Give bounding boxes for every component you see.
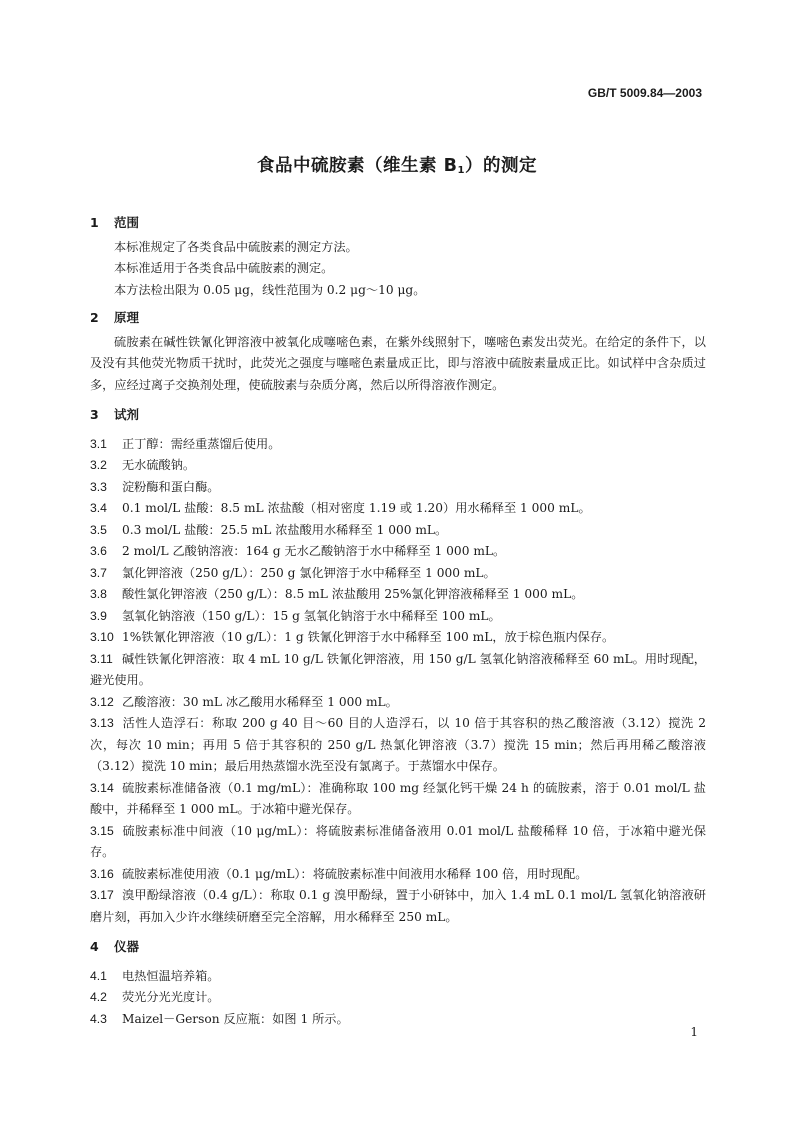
item-text: Maizel－Gerson 反应瓶：如图 1 所示。	[122, 1011, 349, 1026]
scope-paragraph: 本标准适用于各类食品中硫胺素的测定。	[114, 261, 334, 275]
principle-paragraph: 硫胺素在碱性铁氰化钾溶液中被氧化成噻嘧色素，在紫外线照射下，噻嘧色素发出荧光。在给定的条件下，以及没有其他荧光物质干扰时，此荧光之强度与噻嘧色素量成正比，即与溶液中硫胺素量成正比。如试样中含杂质过多，应经过离子交换剂处理，使硫胺素与杂质分离，然后以所得溶液作测定。	[90, 334, 706, 392]
section-title: 仪器	[114, 939, 140, 954]
document-body	[90, 212, 706, 1030]
item-text: 荧光分光光度计。	[122, 990, 220, 1004]
title-tail: ）的测定	[464, 156, 537, 176]
list-item	[90, 498, 706, 520]
list-item	[90, 1009, 706, 1031]
list-item	[90, 520, 706, 542]
item-text: 酸性氯化钾溶液（250 g/L）：8.5 mL 浓盐酸用 25%氯化钾溶液稀释至 1 000 mL。	[122, 587, 584, 601]
item-number: 3.11	[90, 651, 113, 666]
item-number: 3.16	[90, 866, 114, 881]
list-item	[90, 713, 706, 778]
item-number: 3.4	[90, 501, 107, 515]
section-number: 2	[90, 310, 99, 325]
item-number: 3.10	[90, 630, 114, 644]
item-text: 无水硫酸钠。	[122, 458, 196, 472]
section-title: 范围	[114, 215, 140, 230]
item-text: 正丁醇：需经重蒸馏后使用。	[122, 436, 281, 451]
item-number: 3.17	[90, 888, 114, 902]
reagent-list	[90, 434, 706, 929]
item-number: 3.6	[90, 544, 107, 558]
title-subscript: 1	[457, 165, 465, 176]
list-item	[90, 434, 706, 456]
list-item	[90, 885, 706, 928]
item-number: 4.1	[90, 968, 107, 983]
list-item	[90, 584, 706, 606]
item-text: 碱性铁氰化钾溶液：取 4 mL 10 g/L 铁氰化钾溶液，用 150 g/L 氢氧化钠溶液稀释至 60 mL。用时现配，避光使用。	[90, 651, 706, 687]
list-item	[90, 563, 706, 585]
list-item	[90, 649, 706, 692]
list-item	[90, 966, 706, 988]
item-number: 3.9	[90, 608, 107, 623]
item-text: 硫胺素标准储备液（0.1 mg/mL）：准确称取 100 mg 经氯化钙干燥 24 h 的硫胺素，溶于 0.01 mol/L 盐酸中，并稀释至 1 000 mL。于冰箱中避光保存。	[90, 780, 706, 816]
list-item	[90, 455, 706, 477]
section-number: 1	[90, 215, 99, 230]
list-item	[90, 778, 706, 821]
item-text: 0.3 mol/L 盐酸：25.5 mL 浓盐酸用水稀释至 1 000 mL。	[122, 522, 448, 537]
scope-paragraph: 本方法检出限为 0.05 μg，线性范围为 0.2 μg～10 μg。	[114, 282, 426, 297]
item-number: 3.13	[90, 716, 114, 730]
section-number: 3	[90, 407, 99, 422]
item-text: 硫胺素标准使用液（0.1 μg/mL）：将硫胺素标准中间液用水稀释 100 倍，用时现配。	[122, 866, 588, 881]
list-item	[90, 987, 706, 1009]
item-number: 3.5	[90, 522, 107, 537]
section-heading-reagents	[90, 404, 706, 426]
title-main: 食品中硫胺素（维生素 B	[257, 156, 458, 176]
apparatus-list	[90, 966, 706, 1031]
item-text: 活性人造浮石：称取 200 g 40 目～60 目的人造浮石，以 10 倍于其容积的热乙酸溶液（3.12）搅洗 2 次，每次 10 min；再用 5 倍于其容积的 250 g/L 热氯化钾溶液（3.7）搅洗 15 min；然后再用稀乙酸溶液（3.12）搅洗 10 min；最后用热蒸馏水洗至没有氯离子。于蒸馏水中保存。	[90, 716, 706, 773]
item-text: 1%铁氰化钾溶液（10 g/L）：1 g 铁氰化钾溶于水中稀释至 100 mL，放于棕色瓶内保存。	[122, 630, 615, 644]
list-item	[90, 541, 706, 563]
page-number: 1	[690, 1025, 698, 1039]
item-text: 淀粉酶和蛋白酶。	[122, 479, 220, 494]
item-text: 2 mol/L 乙酸钠溶液：164 g 无水乙酸钠溶于水中稀释至 1 000 mL。	[122, 544, 506, 558]
item-text: 氯化钾溶液（250 g/L）：250 g 氯化钾溶于水中稀释至 1 000 mL。	[122, 565, 496, 580]
section-heading-principle	[90, 307, 706, 329]
section-number: 4	[90, 939, 99, 954]
item-number: 4.2	[90, 990, 107, 1004]
item-number: 3.3	[90, 479, 107, 494]
item-number: 4.3	[90, 1011, 107, 1026]
page-title	[0, 152, 794, 177]
item-number: 3.8	[90, 587, 107, 601]
section-title: 原理	[114, 310, 140, 325]
list-item	[90, 477, 706, 499]
list-item	[90, 864, 706, 886]
list-item	[90, 606, 706, 628]
list-item	[90, 821, 706, 864]
item-text: 0.1 mol/L 盐酸：8.5 mL 浓盐酸（相对密度 1.19 或 1.20）用水稀释至 1 000 mL。	[122, 501, 591, 515]
item-number: 3.2	[90, 458, 107, 472]
section-heading-apparatus	[90, 936, 706, 958]
standard-code: GB/T 5009.84—2003	[587, 86, 702, 100]
item-text: 硫胺素标准中间液（10 μg/mL）：将硫胺素标准储备液用 0.01 mol/L 盐酸稀释 10 倍，于冰箱中避光保存。	[90, 823, 706, 859]
item-text: 乙酸溶液：30 mL 冰乙酸用水稀释至 1 000 mL。	[122, 694, 398, 709]
item-number: 3.1	[90, 436, 107, 451]
item-text: 氢氧化钠溶液（150 g/L）：15 g 氢氧化钠溶于水中稀释至 100 mL。	[122, 608, 501, 623]
list-item	[90, 692, 706, 714]
section-title: 试剂	[114, 407, 140, 422]
section-heading-scope	[90, 212, 706, 234]
item-text: 溴甲酚绿溶液（0.4 g/L）：称取 0.1 g 溴甲酚绿，置于小研钵中，加入 1.4 mL 0.1 mol/L 氢氧化钠溶液研磨片刻，再加入少许水继续研磨至完全溶解，用水稀释至 250 mL。	[90, 888, 706, 924]
item-number: 3.15	[90, 823, 114, 838]
scope-paragraph: 本标准规定了各类食品中硫胺素的测定方法。	[114, 239, 358, 254]
item-number: 3.7	[90, 565, 107, 580]
item-text: 电热恒温培养箱。	[122, 968, 220, 983]
list-item	[90, 627, 706, 649]
item-number: 3.12	[90, 694, 114, 709]
item-number: 3.14	[90, 780, 114, 795]
